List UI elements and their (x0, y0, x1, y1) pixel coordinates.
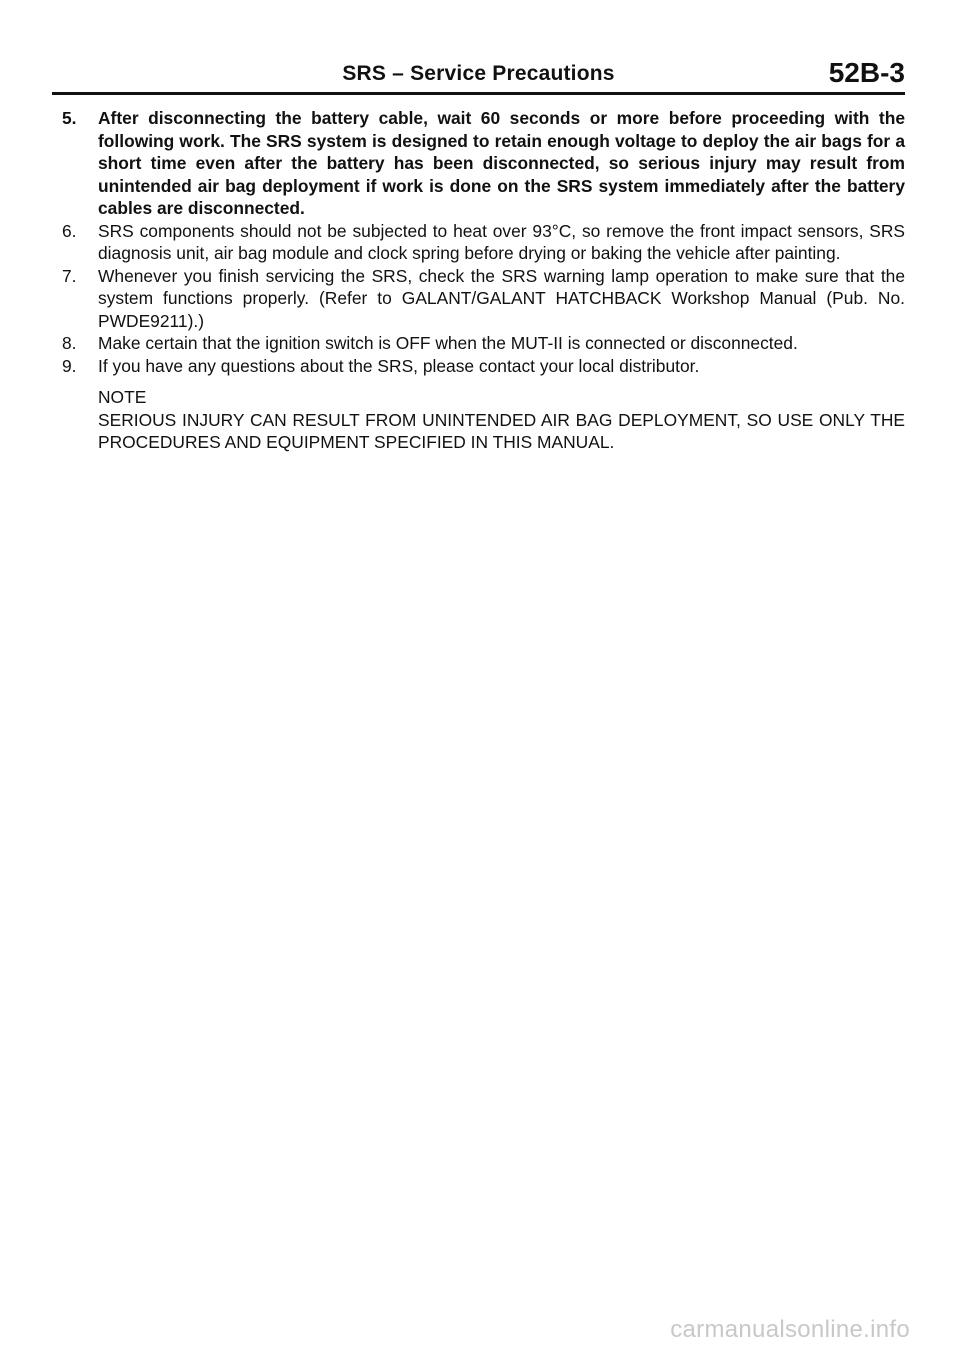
page-number: 52B-3 (828, 57, 905, 88)
item-number: 7. (62, 265, 77, 286)
page-title: SRS – Service Precautions (342, 62, 615, 85)
list-item-8 (62, 332, 905, 355)
item-number: 9. (62, 355, 77, 376)
item-number: 6. (62, 220, 77, 241)
item-text: Whenever you finish servicing the SRS, check the SRS warning lamp operation to make sure that the system functions properly. (Refer to GALANT/GALANT HATCHBACK Workshop Manual (Pub. No. PWDE9211).) (98, 265, 905, 331)
page-header (52, 58, 905, 95)
note-text: SERIOUS INJURY CAN RESULT FROM UNINTENDED AIR BAG DEPLOYMENT, SO USE ONLY THE PROCEDURES AND EQUIPMENT SPECIFIED IN THIS MANUAL. (98, 409, 905, 452)
item-number: 8. (62, 333, 77, 353)
item-text: After disconnecting the battery cable, wait 60 seconds or more before proceeding with the following work. The SRS system is designed to retain enough voltage to deploy the air bags for a short time even after the battery has been disconnected, so serious injury may result from unintended air bag deployment if work is done on the SRS system immediately after the battery cables are disconnected. (98, 108, 905, 218)
item-number: 5. (62, 108, 77, 128)
watermark: carmanualsonline.info (670, 1316, 910, 1343)
item-text: If you have any questions about the SRS, please contact your local distributor. (98, 355, 700, 376)
list-item-7 (62, 265, 905, 333)
item-text: Make certain that the ignition switch is OFF when the MUT-II is connected or disconnected. (98, 333, 798, 353)
note-block (98, 386, 905, 454)
list-item-5 (62, 107, 905, 220)
note-label: NOTE (98, 387, 147, 407)
list-item-9 (62, 355, 905, 378)
list-item-6 (62, 220, 905, 265)
document-body (62, 107, 905, 454)
item-text: SRS components should not be subjected to heat over 93°C, so remove the front impact sensors, SRS diagnosis unit, air bag module and clock spring before drying or baking the vehicle after painting. (98, 220, 905, 263)
